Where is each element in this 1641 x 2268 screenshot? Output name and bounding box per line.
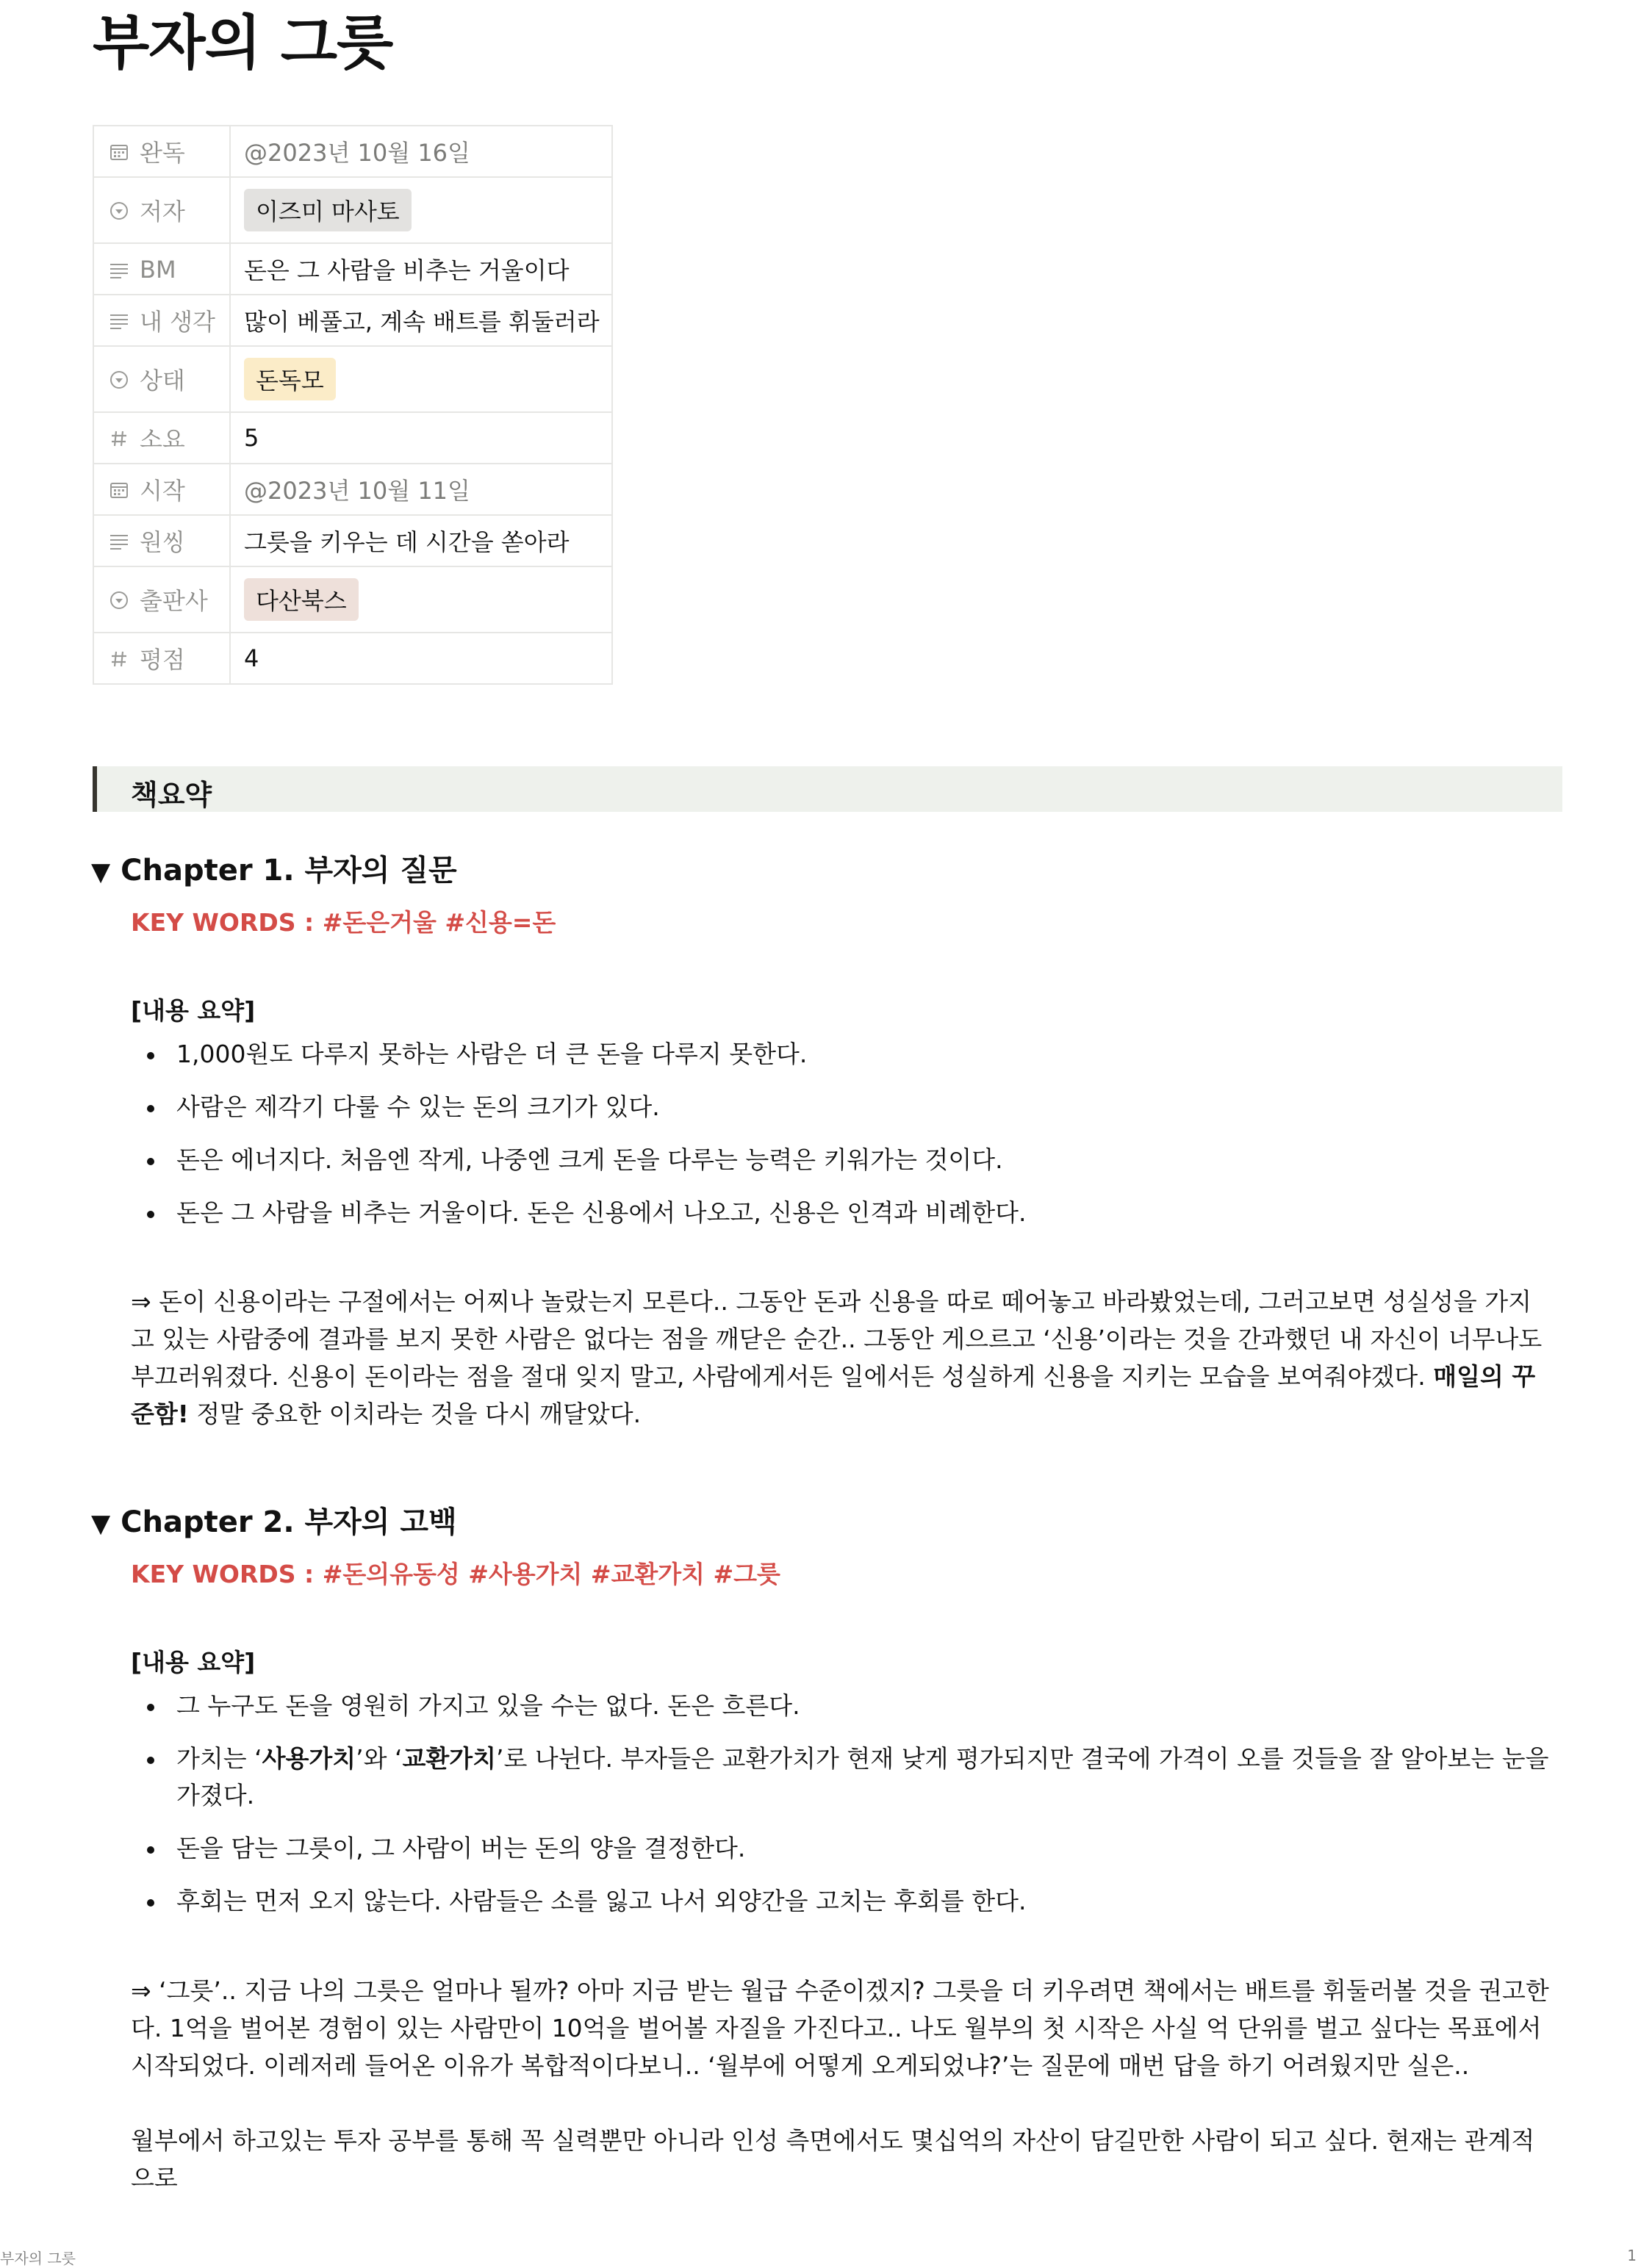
chapter2-keywords: KEY WORDS : #돈의유동성 #사용가치 #교환가치 #그릇 (131, 1560, 780, 1588)
footer-title: 부자의 그릇 (0, 2250, 76, 2267)
chapter2-reflection-2: 월부에서 하고있는 투자 공부를 통해 꼭 실력뿐만 아니라 인성 측면에서도 몇십억의 자산이 담길만한 사람이 되고 싶다. 현재는 관계적으로 (131, 2126, 1535, 2192)
property-value-cell[interactable] (230, 346, 612, 412)
property-label-cell (93, 412, 230, 464)
chapter1-keywords: KEY WORDS : #돈은거울 #신용=돈 (131, 908, 556, 937)
select-icon (109, 368, 129, 390)
chapter2-bullets (131, 1688, 1553, 1920)
property-value: 5 (244, 424, 259, 452)
property-value-cell[interactable] (230, 515, 612, 566)
calendar-icon (109, 140, 129, 162)
text-span: 가치는 ‘ (176, 1744, 262, 1773)
property-label: 소요 (140, 425, 185, 453)
property-value-cell[interactable] (230, 412, 612, 464)
tag-chip: 다산북스 (244, 578, 359, 621)
property-label-cell (93, 515, 230, 566)
chapter1-toggle[interactable] (91, 847, 457, 889)
property-value-cell[interactable] (230, 295, 612, 346)
page-number: 1 (1627, 2247, 1637, 2264)
property-value-cell[interactable] (230, 243, 612, 295)
chapter1-reflection (131, 1283, 1553, 1433)
select-icon (109, 588, 129, 611)
property-label: 상태 (140, 367, 185, 395)
reflection-emphasis: 매일의 꾸준함! (131, 1362, 1536, 1428)
chapter2-summary-label: [내용 요약] (131, 1648, 256, 1677)
list-item (131, 1740, 1553, 1814)
property-label: 평점 (140, 646, 185, 674)
reflection-text: 정말 중요한 이치라는 것을 다시 깨달았다. (188, 1400, 642, 1428)
text-icon (109, 530, 129, 552)
chapter1-summary-label: [내용 요약] (131, 996, 256, 1025)
property-label-cell (93, 346, 230, 412)
list-item: 1,000원도 다루지 못하는 사람은 더 큰 돈을 다루지 못한다. (131, 1036, 1553, 1073)
tag-chip: 돈독모 (244, 358, 336, 400)
bold-term: 교환가치 (402, 1744, 497, 1773)
property-value-cell[interactable] (230, 177, 612, 243)
chapter1-title: Chapter 1. 부자의 질문 (121, 854, 457, 888)
property-label: 완독 (140, 139, 185, 167)
property-value: @2023년 10월 11일 (244, 477, 470, 505)
text-span: ’와 ‘ (356, 1744, 403, 1773)
property-row (93, 243, 612, 295)
property-label: 출판사 (140, 587, 208, 615)
tag-chip: 이즈미 마사토 (244, 189, 412, 231)
property-row (93, 566, 612, 633)
property-value-cell[interactable] (230, 566, 612, 633)
chapter1-bullets (131, 1036, 1553, 1231)
property-value: 그릇을 키우는 데 시간을 쏟아라 (244, 528, 570, 556)
property-label-cell (93, 177, 230, 243)
text-span: ’로 나뉜다. 부자들은 교환가치가 현재 낮게 평가되지만 결국에 가격이 오를 것들을 잘 알아보는 눈을 가졌다. (176, 1744, 1549, 1810)
chapter2-toggle[interactable] (91, 1499, 457, 1541)
reflection-text: ⇒ 돈이 신용이라는 구절에서는 어찌나 놀랐는지 모른다.. 그동안 돈과 신용을 따로 떼어놓고 바라봤었는데, 그러고보면 성실성을 가지고 있는 사람중에 결과를 보지 못한 사람은 없다는 점을 깨닫은 순간.. 그동안 게으르고 ‘신용’이라는 것을 간과했던 내 자신이 너무나도 부끄러워졌다. 신용이 돈이라는 점을 절대 잊지 말고, 사람에게서든 일에서든 성실하게 신용을 지키는 모습을 보여줘야겠다. (131, 1287, 1543, 1391)
toggle-arrow-icon[interactable]: ▼ (91, 857, 111, 887)
property-row (93, 295, 612, 346)
section-title: 책요약 (131, 779, 212, 811)
property-label: 원씽 (140, 528, 185, 556)
list-item: 후회는 먼저 오지 않는다. 사람들은 소를 잃고 나서 외양간을 고치는 후회를 한다. (131, 1883, 1553, 1920)
property-label: 저자 (140, 198, 185, 226)
property-row (93, 464, 612, 515)
property-value: 많이 베풀고, 계속 배트를 휘둘러라 (244, 308, 600, 336)
property-label-cell (93, 126, 230, 177)
page-title: 부자의 그릇 (93, 9, 393, 77)
property-value: 돈은 그 사람을 비추는 거울이다 (244, 256, 570, 284)
select-icon (109, 199, 129, 221)
list-item: 그 누구도 돈을 영원히 가지고 있을 수는 없다. 돈은 흐른다. (131, 1688, 1553, 1724)
property-row (93, 177, 612, 243)
text-icon (109, 259, 129, 281)
calendar-icon (109, 478, 129, 500)
list-item: 돈은 그 사람을 비추는 거울이다. 돈은 신용에서 나오고, 신용은 인격과 비례한다. (131, 1195, 1553, 1231)
list-item: 사람은 제각기 다룰 수 있는 돈의 크기가 있다. (131, 1089, 1553, 1126)
chapter2-reflection-1: ⇒ ‘그릇’.. 지금 나의 그릇은 얼마나 될까? 아마 지금 받는 월급 수준이겠지? 그릇을 더 키우려면 책에서는 배트를 휘둘러볼 것을 권고한다. 1억을 벌어본 경험이 있는 사람만이 10억을 벌어볼 자질을 가진다고.. 나도 월부의 첫 시작은 사실 억 단위를 벌고 싶다는 목표에서 시작되었다. 이레저레 들어온 이유가 복합적이다보니.. ‘월부에 어떻게 오게되었냐?’는 질문에 매번 답을 하기 어려웠지만 실은.. (131, 1976, 1549, 2080)
property-label-cell (93, 243, 230, 295)
property-row (93, 126, 612, 177)
property-label-cell (93, 633, 230, 684)
chapter2-title: Chapter 2. 부자의 고백 (121, 1505, 457, 1539)
property-row (93, 412, 612, 464)
property-row (93, 633, 612, 684)
property-label: BM (140, 256, 176, 284)
toggle-arrow-icon[interactable]: ▼ (91, 1509, 111, 1538)
property-value-cell[interactable] (230, 464, 612, 515)
properties-table (93, 125, 613, 685)
property-value: 4 (244, 644, 259, 672)
property-label-cell (93, 464, 230, 515)
property-row (93, 515, 612, 566)
list-item: 돈은 에너지다. 처음엔 작게, 나중엔 크게 돈을 다루는 능력은 키워가는 것이다. (131, 1142, 1553, 1178)
property-label: 내 생각 (140, 308, 215, 336)
property-row (93, 346, 612, 412)
number-icon (109, 647, 129, 669)
property-label: 시작 (140, 477, 185, 505)
section-callout (93, 766, 1562, 812)
number-icon (109, 427, 129, 449)
bold-term: 사용가치 (262, 1744, 356, 1773)
property-label-cell (93, 566, 230, 633)
property-value-cell[interactable] (230, 126, 612, 177)
property-label-cell (93, 295, 230, 346)
text-icon (109, 309, 129, 331)
list-item: 돈을 담는 그릇이, 그 사람이 버는 돈의 양을 결정한다. (131, 1830, 1553, 1867)
property-value: @2023년 10월 16일 (244, 139, 470, 167)
property-value-cell[interactable] (230, 633, 612, 684)
